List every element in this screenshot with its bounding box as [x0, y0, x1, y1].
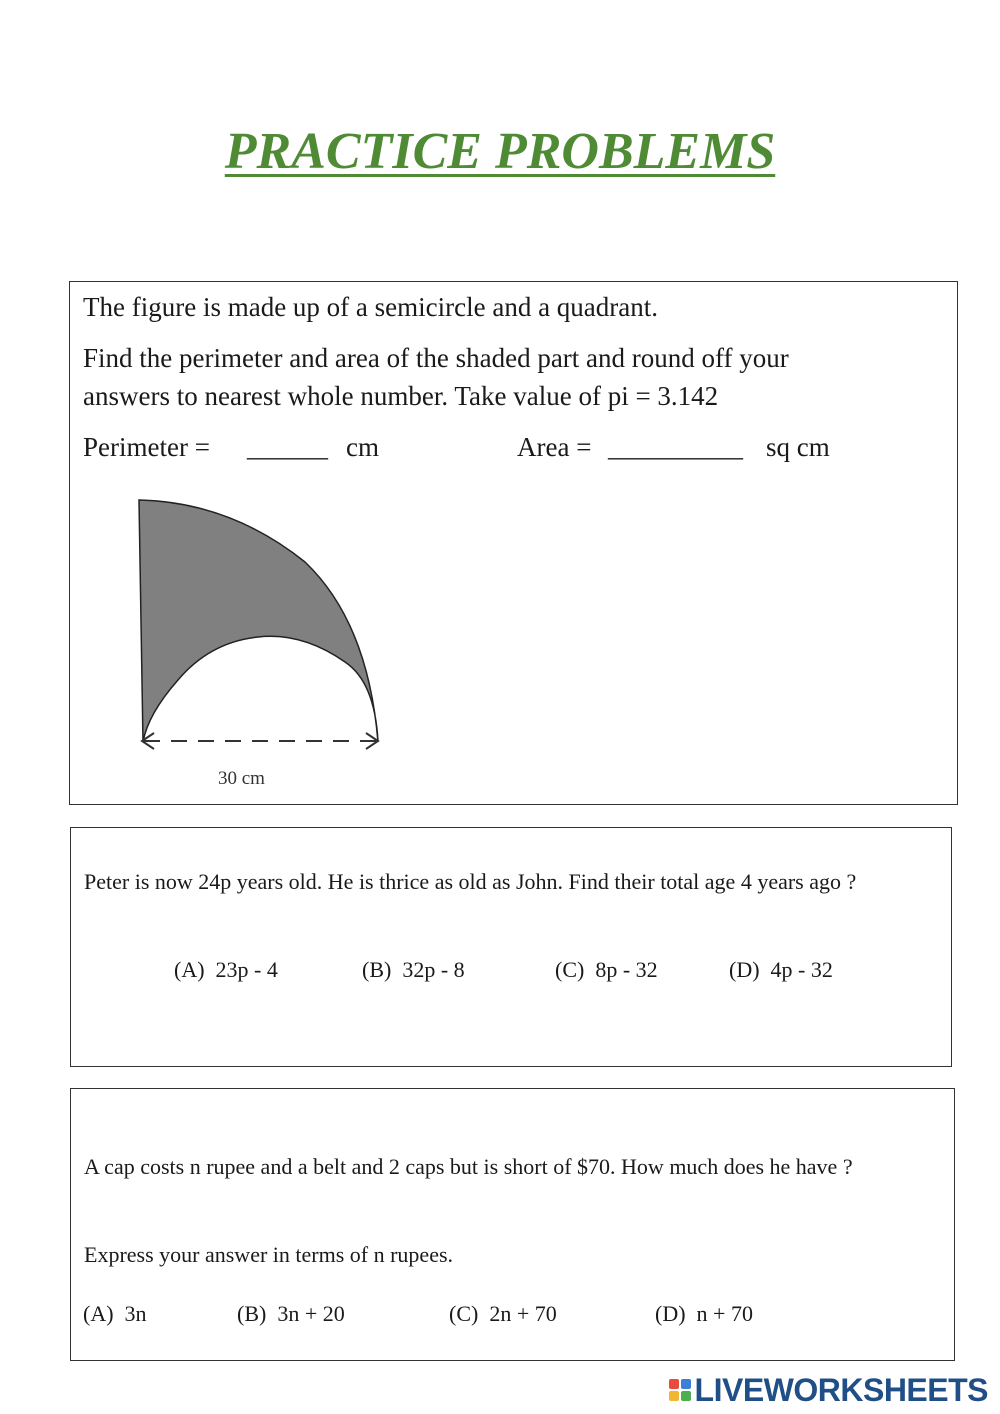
perimeter-answer-blank[interactable]: ______: [247, 432, 328, 462]
problem-3-question: A cap costs n rupee and a belt and 2 caps but is short of $70. How much does he have ?: [84, 1154, 853, 1179]
problem-2-box: [70, 827, 952, 1067]
liveworksheets-brand-text: LIVEWORKSHEETS: [694, 1371, 988, 1408]
perimeter-unit: cm: [346, 432, 379, 462]
problem-3-option-b[interactable]: (B) 3n + 20: [237, 1301, 345, 1326]
problem-3-instruction: Express your answer in terms of n rupees.: [84, 1242, 454, 1267]
area-answer-blank[interactable]: __________: [608, 432, 743, 462]
figure-dimension-label: 30 cm: [218, 768, 265, 789]
liveworksheets-logo-icon: [669, 1379, 691, 1401]
problem-2-option-a[interactable]: (A) 23p - 4: [174, 957, 278, 982]
problem-2-option-c[interactable]: (C) 8p - 32: [555, 957, 658, 982]
problem-1-line-3: answers to nearest whole number. Take value of pi = 3.142: [83, 381, 719, 411]
problem-3-option-d[interactable]: (D) n + 70: [655, 1301, 753, 1326]
problem-3-box: [70, 1088, 955, 1361]
shaded-region: [139, 500, 378, 742]
problem-2-question: Peter is now 24p years old. He is thrice as old as John. Find their total age 4 years ago ?: [84, 869, 857, 894]
area-label: Area =: [517, 432, 592, 462]
problem-1-line-1: The figure is made up of a semicircle and a quadrant.: [83, 292, 659, 322]
problem-3-option-c[interactable]: (C) 2n + 70: [449, 1301, 557, 1326]
problem-2-option-d[interactable]: (D) 4p - 32: [729, 957, 833, 982]
perimeter-label: Perimeter =: [83, 432, 210, 462]
liveworksheets-logo[interactable]: [669, 1372, 988, 1408]
problem-1-line-2: Find the perimeter and area of the shaded part and round off your: [83, 343, 789, 373]
problem-2-option-b[interactable]: (B) 32p - 8: [362, 957, 465, 982]
shaded-figure: [130, 492, 390, 792]
page-title: PRACTICE PROBLEMS: [224, 123, 776, 180]
area-unit: sq cm: [766, 432, 830, 462]
problem-1-box: [69, 281, 958, 805]
problem-3-option-a[interactable]: (A) 3n: [83, 1301, 147, 1326]
